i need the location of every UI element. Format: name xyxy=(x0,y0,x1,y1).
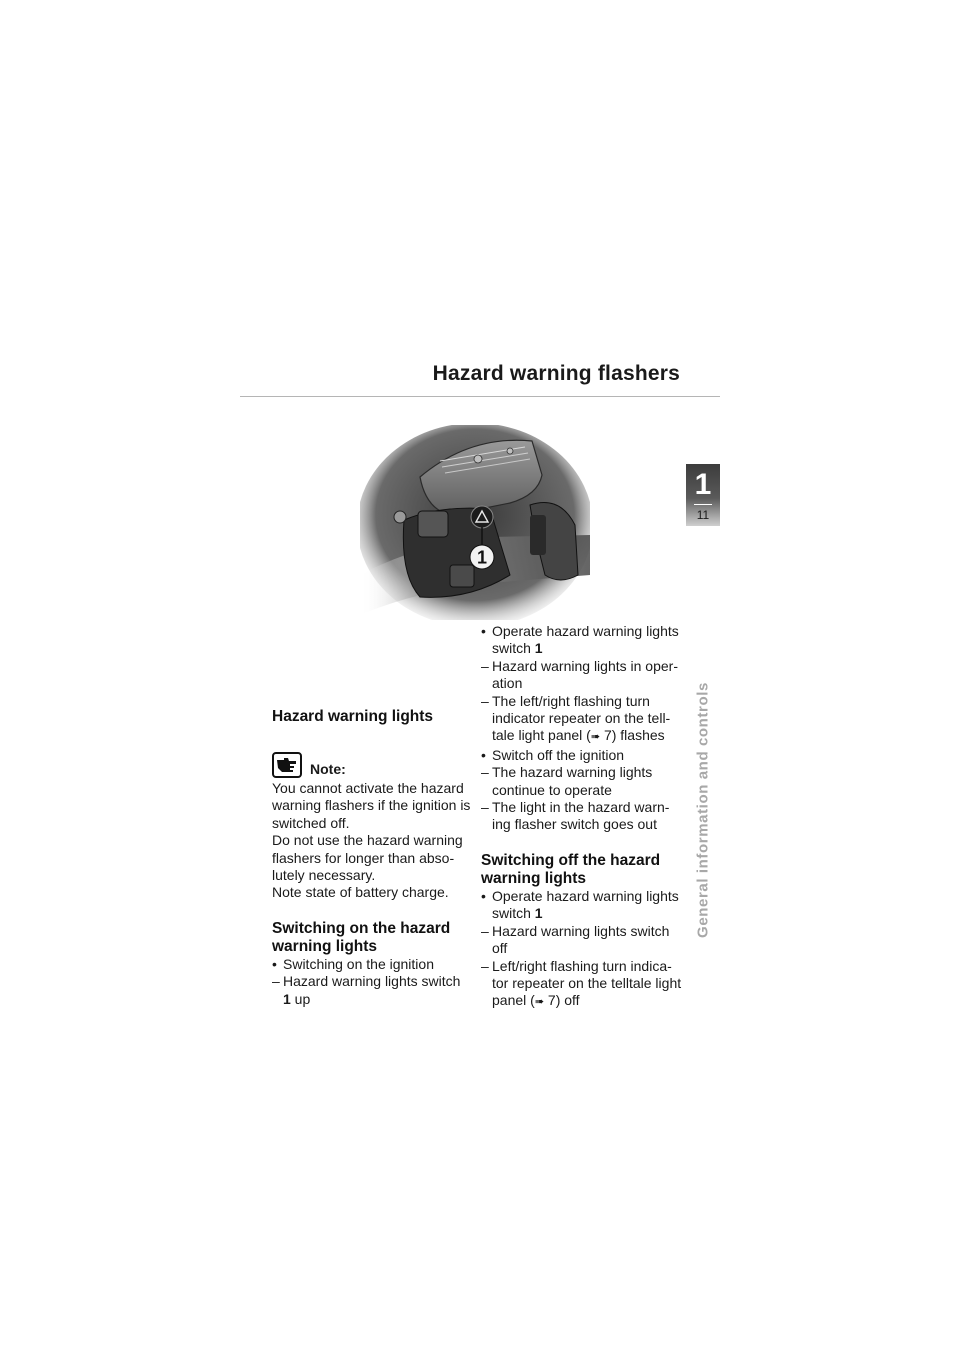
step-marker: • xyxy=(481,746,486,763)
step-text: 7) off xyxy=(544,992,580,1009)
switch-reference-number: 1 xyxy=(534,905,543,922)
arrow-reference-icon: ➠ xyxy=(590,731,601,744)
step-text: Left/right flashing turn indica-tor repeater on the telltale light panel ( xyxy=(492,957,682,1009)
step-text: Switch off the ignition xyxy=(492,746,625,763)
note-header xyxy=(272,752,472,778)
step-marker: – xyxy=(481,799,489,816)
step-item xyxy=(481,764,686,799)
title-divider xyxy=(240,396,720,397)
step-text: Operate hazard warning lights switch xyxy=(492,887,679,922)
step-item xyxy=(481,888,686,923)
step-text: The hazard warning lights continue to operate xyxy=(492,764,653,798)
left-column xyxy=(272,708,472,1008)
page-number: 11 xyxy=(696,508,710,522)
right-column xyxy=(481,623,686,1012)
step-marker: – xyxy=(481,922,489,939)
step-item xyxy=(481,658,686,693)
handlebar-switch-photo xyxy=(360,425,590,620)
step-item xyxy=(272,973,472,1008)
chapter-number: 1 xyxy=(694,468,712,501)
chapter-divider xyxy=(694,504,712,505)
chapter-side-label: General information and controls xyxy=(694,682,712,938)
step-item xyxy=(481,623,686,658)
step-marker: • xyxy=(481,623,486,639)
step-marker: – xyxy=(272,973,280,990)
page-title: Hazard warning flashers xyxy=(432,362,680,385)
step-text: Hazard warning lights in oper-ation xyxy=(492,657,678,692)
step-text: The light in the hazard warn-ing flasher switch goes out xyxy=(492,799,670,833)
switch-reference-number: 1 xyxy=(534,640,543,657)
section-heading-switch-on: Switching on the hazard warning lights xyxy=(272,919,451,955)
step-text: Hazard warning lights switch xyxy=(283,973,461,990)
figure-callout: 1 xyxy=(476,547,488,568)
step-marker: – xyxy=(481,692,489,709)
step-item xyxy=(272,956,472,973)
section-heading-switch-off: Switching off the hazard warning lights xyxy=(481,851,661,887)
step-marker: – xyxy=(481,957,489,974)
step-text: Operate hazard warning lights switch xyxy=(492,623,679,657)
section-heading-lights: Hazard warning lights xyxy=(272,708,434,725)
note-text: You cannot activate the hazard warning flashers if the ignition is switched off. xyxy=(272,780,471,831)
step-marker: – xyxy=(481,764,489,781)
chapter-tab xyxy=(686,464,720,526)
note-label: Note: xyxy=(310,761,346,777)
step-marker: • xyxy=(481,887,486,904)
switch-on-steps xyxy=(272,956,472,1008)
pointing-hand-note-icon xyxy=(272,752,302,778)
step-item xyxy=(481,958,686,1012)
step-text: The left/right flashing turn indicator repeater on the tell-tale light panel ( xyxy=(492,692,671,744)
arrow-reference-icon: ➠ xyxy=(534,996,545,1009)
note-text: Do not use the hazard warning flashers for longer than abso-lutely necessary. xyxy=(272,832,463,884)
step-item xyxy=(481,923,686,958)
step-text: up xyxy=(290,990,311,1007)
step-item xyxy=(481,747,686,764)
step-item xyxy=(481,693,686,747)
step-text: Switching on the ignition xyxy=(283,955,434,972)
switch-off-steps xyxy=(481,888,686,1012)
step-text: 7) flashes xyxy=(600,727,665,744)
switch-reference-number: 1 xyxy=(283,990,291,1007)
step-text: Hazard warning lights switch off xyxy=(492,922,670,957)
step-item xyxy=(481,799,686,834)
step-marker: – xyxy=(481,657,489,674)
note-text: Note state of battery charge. xyxy=(272,884,449,901)
step-marker: • xyxy=(272,955,277,972)
switch-on-steps-cont xyxy=(481,623,686,834)
